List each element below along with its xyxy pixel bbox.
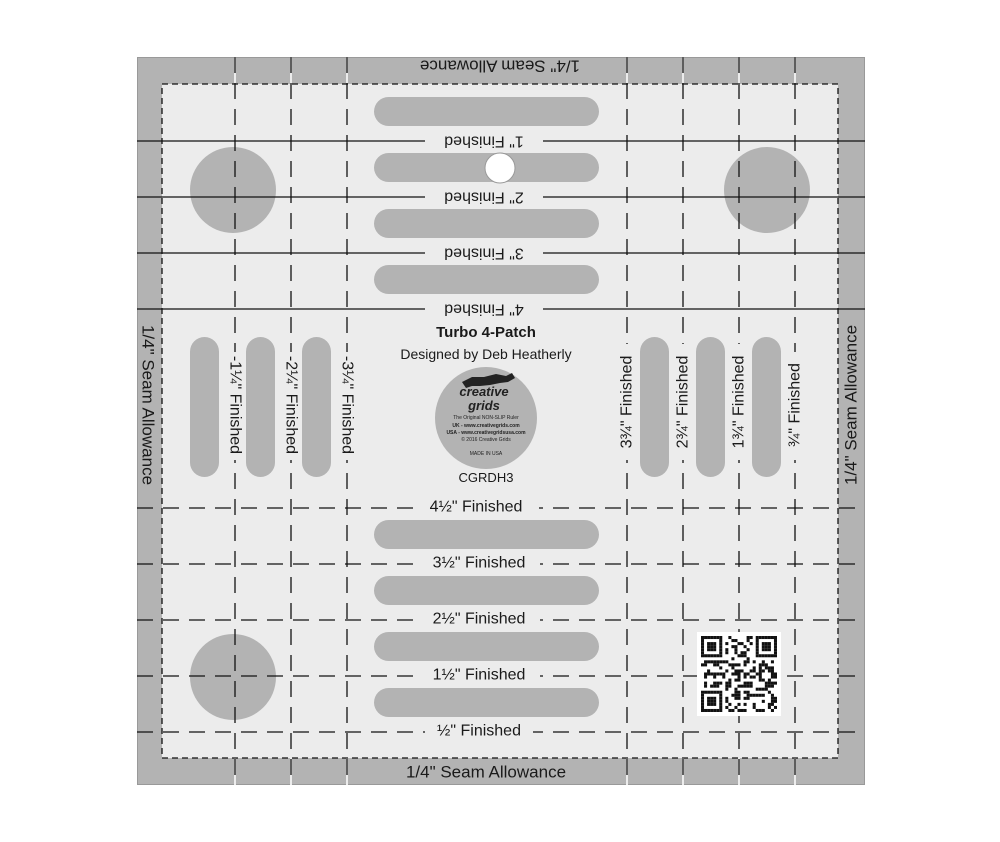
grip-circle-top-right <box>724 147 810 233</box>
seam-label-bottom: 1/4" Seam Allowance <box>405 762 567 782</box>
finished-label-2-half: 2½" Finished <box>432 610 526 628</box>
finished-label-4: 4" Finished <box>444 300 524 318</box>
logo-tagline: The Original NON-SLIP Ruler <box>453 415 519 421</box>
finished-label-1-half: 1½" Finished <box>432 666 526 684</box>
finished-label-3-half: 3½" Finished <box>432 554 526 572</box>
grip-circle-top-left <box>190 147 276 233</box>
logo-brand-line2: grids <box>468 398 500 413</box>
finished-label-3-three-quarter: 3¾" Finished <box>618 355 636 449</box>
finished-label-neg-1-quarter: -1¼" Finished <box>226 355 244 455</box>
finished-label-3: 3" Finished <box>444 244 524 262</box>
logo-made-in: MADE IN USA <box>469 451 503 457</box>
logo-usa-url: USA - www.creativegridsusa.com <box>446 430 526 436</box>
hanging-hole <box>485 153 515 183</box>
ruler-designer: Designed by Deb Heatherly <box>400 346 572 362</box>
finished-label-three-quarter: ¾" Finished <box>786 363 804 447</box>
finished-label-4-half: 4½" Finished <box>429 498 523 516</box>
logo-brand-line1: creative <box>459 384 509 399</box>
finished-label-2: 2" Finished <box>444 188 524 206</box>
finished-label-1-three-quarter: 1¾" Finished <box>730 355 748 449</box>
seam-label-right: 1/4" Seam Allowance <box>841 324 861 486</box>
seam-label-top: 1/4" Seam Allowance <box>419 56 581 76</box>
logo-copyright: © 2016 Creative Grids <box>461 437 511 443</box>
finished-label-2-three-quarter: 2¾" Finished <box>674 355 692 449</box>
finished-label-1: 1" Finished <box>444 132 524 150</box>
finished-label-neg-3-quarter: -3¼" Finished <box>338 355 356 455</box>
logo-uk-url: UK - www.creativegrids.com <box>452 423 520 429</box>
finished-label-neg-2-quarter: -2¼" Finished <box>282 355 300 455</box>
right-slots <box>640 337 781 477</box>
finished-label-half: ½" Finished <box>437 722 521 740</box>
seam-label-left: 1/4" Seam Allowance <box>138 324 158 486</box>
grip-circle-bottom-left <box>190 634 276 720</box>
ruler-model: CGRDH3 <box>458 470 514 485</box>
ruler-title: Turbo 4-Patch <box>436 324 536 341</box>
left-slots <box>190 337 331 477</box>
qr-code-icon <box>697 632 781 716</box>
